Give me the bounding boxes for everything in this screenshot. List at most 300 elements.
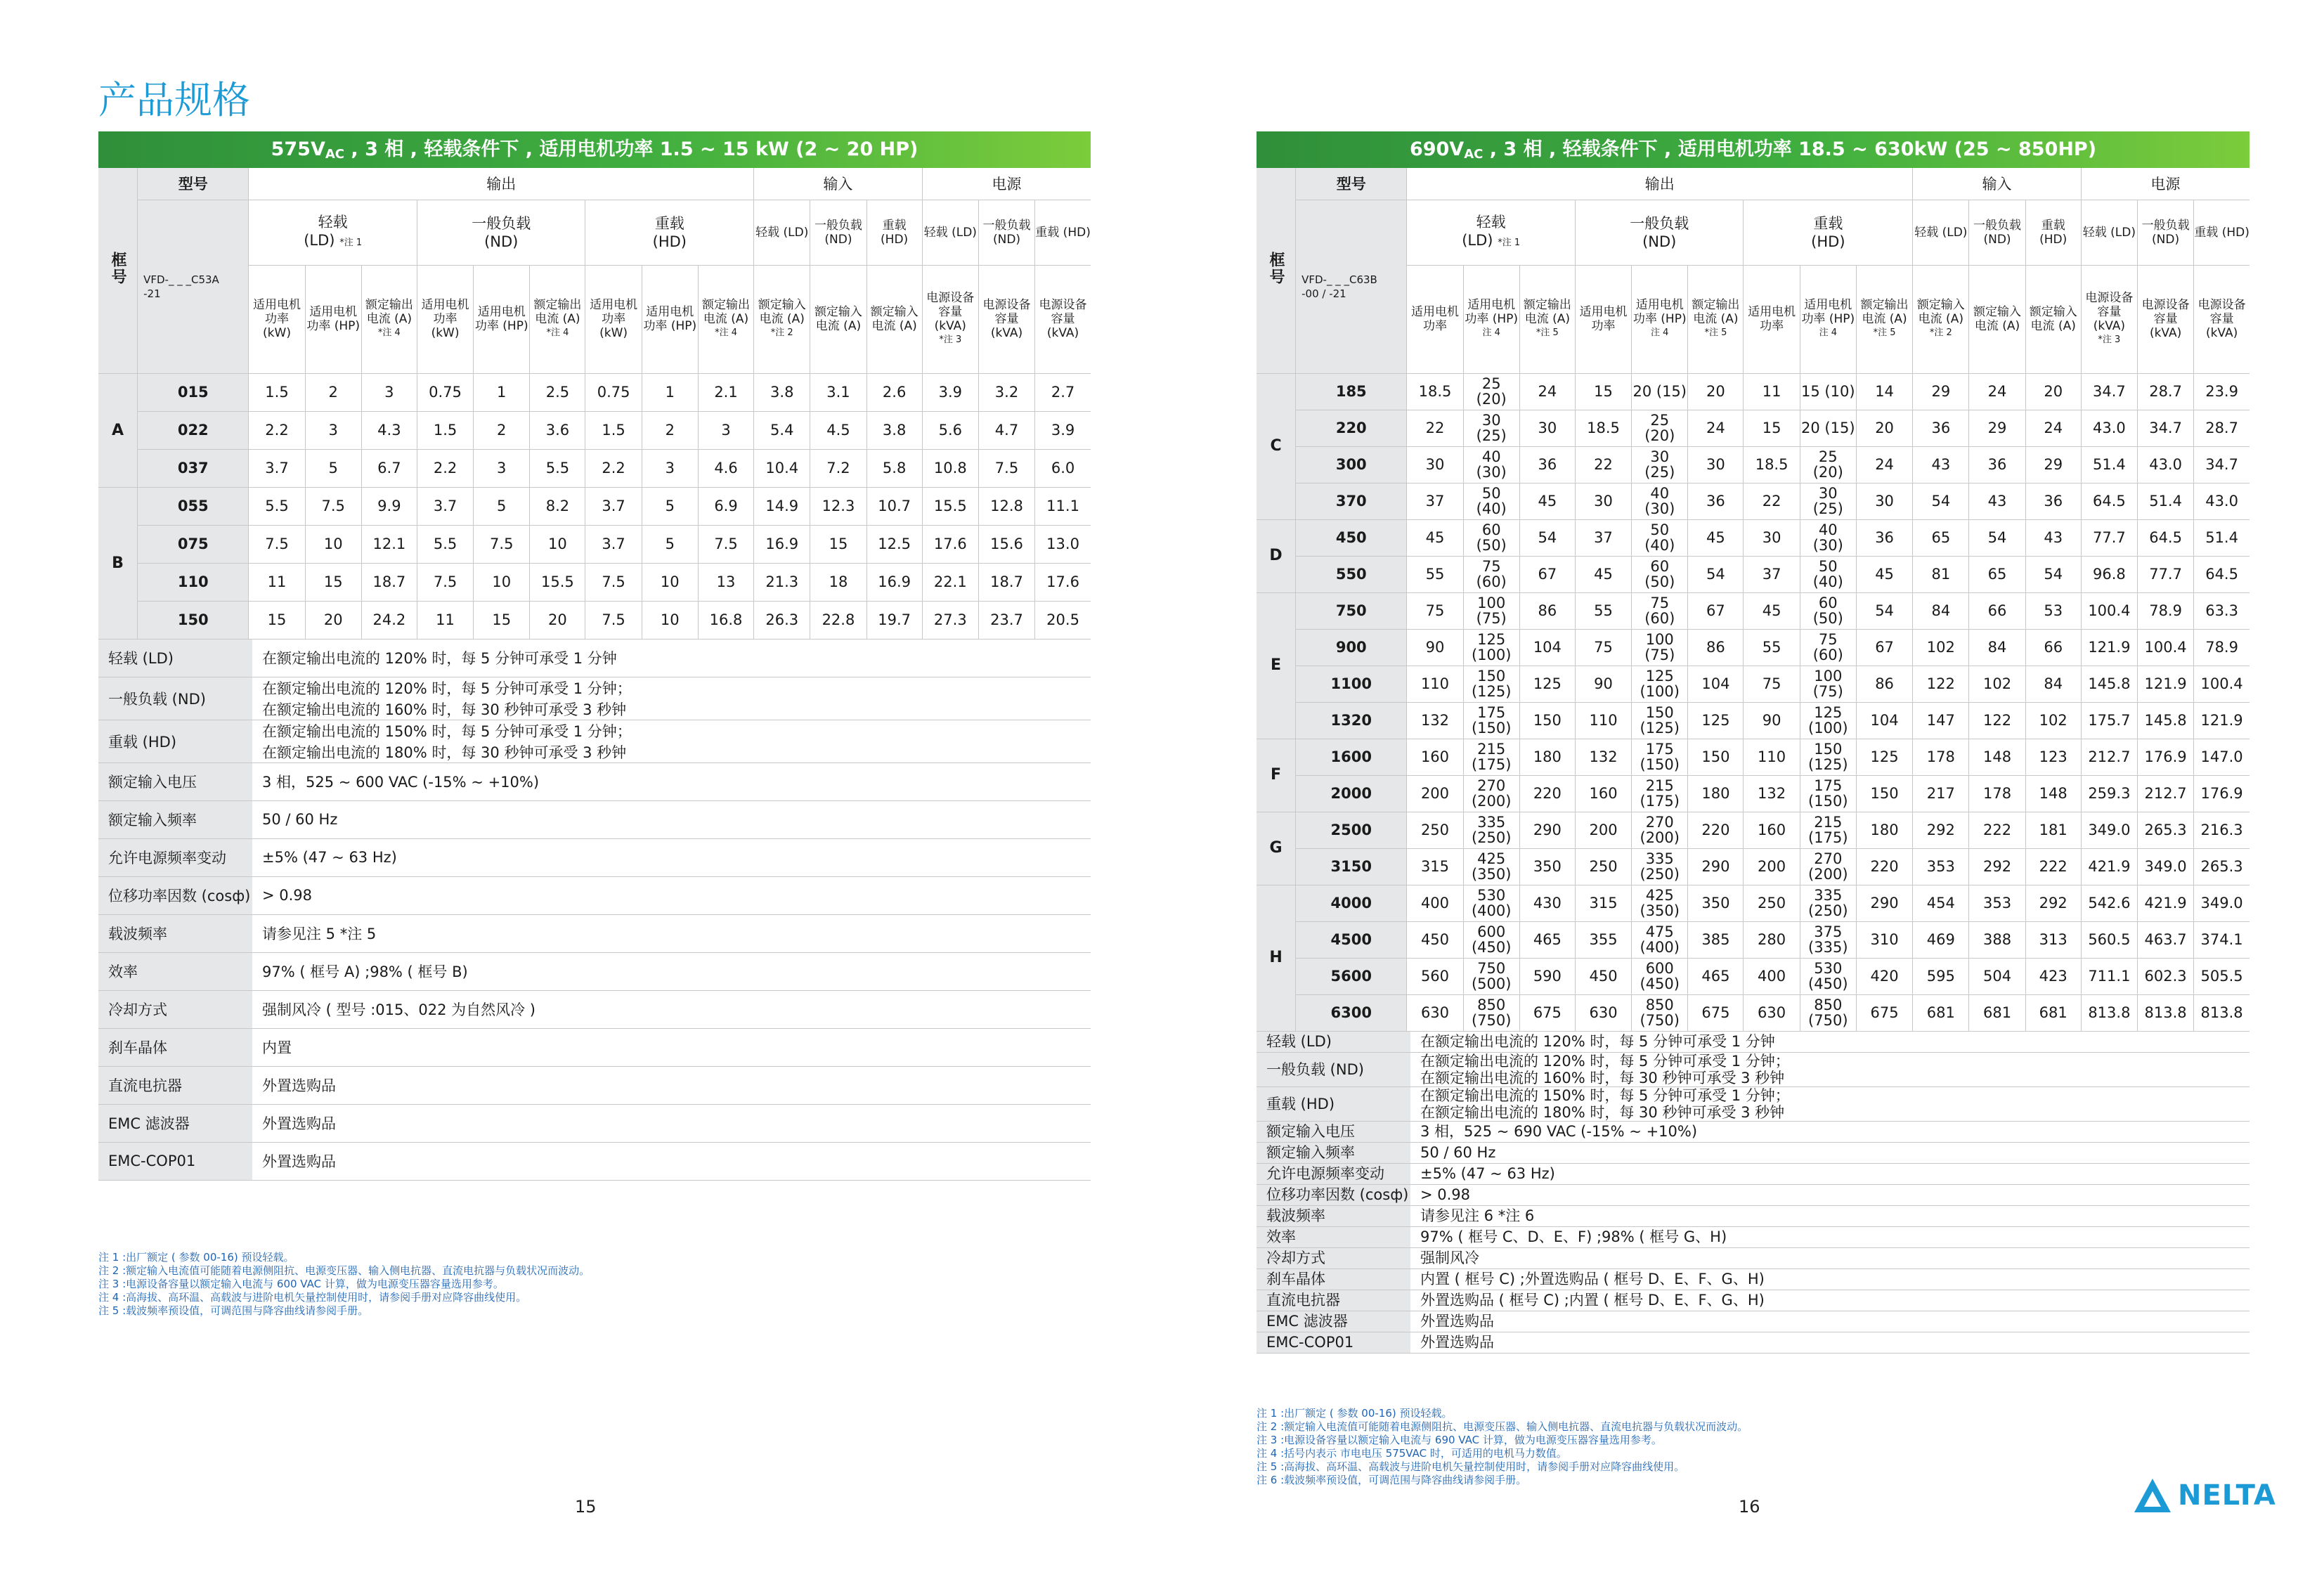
value-cell: 2.6 bbox=[866, 373, 922, 411]
value-cell: 813.8 bbox=[2194, 994, 2250, 1031]
hp-value: 530 bbox=[1814, 960, 1843, 977]
value-cell: 2.2 bbox=[249, 411, 305, 449]
table-row bbox=[1257, 666, 2250, 702]
hp-cell bbox=[1800, 483, 1856, 519]
value-cell: 421.9 bbox=[2137, 885, 2193, 921]
value-cell: 176.9 bbox=[2194, 775, 2250, 812]
table-row bbox=[98, 449, 1091, 487]
hp-value: 30 bbox=[1650, 448, 1670, 465]
note-ref: *注 5 bbox=[1873, 327, 1896, 338]
right-spec-table bbox=[1257, 168, 2250, 1032]
value-cell: 18 bbox=[810, 563, 866, 601]
value-cell: 145.8 bbox=[2137, 702, 2193, 739]
value-cell: 17.6 bbox=[1035, 563, 1091, 601]
power-nd-header: 一般负载 (ND) bbox=[2137, 200, 2193, 265]
value-cell: 75 bbox=[1407, 592, 1463, 629]
spec-value-line: 在额定输出电流的 180% 时，每 30 秒钟可承受 3 秒钟 bbox=[1420, 1103, 1785, 1121]
value-cell: 78.9 bbox=[2137, 592, 2193, 629]
spec-label: 位移功率因数 (cosф) bbox=[1257, 1184, 1410, 1205]
value-cell: 125 bbox=[1856, 739, 1912, 775]
value-cell: 2.2 bbox=[585, 449, 642, 487]
spec-label: 额定输入电压 bbox=[98, 762, 252, 800]
hp-cell bbox=[1800, 446, 1856, 483]
value-cell: 216.3 bbox=[2194, 812, 2250, 848]
spec-row bbox=[98, 640, 1091, 677]
value-cell: 121.9 bbox=[2081, 629, 2137, 666]
hp-cell bbox=[1632, 702, 1688, 739]
rated-output-header: 额定输出电流 (A) *注 4 bbox=[361, 265, 417, 373]
right-banner bbox=[1257, 131, 2250, 168]
hp-cell bbox=[1632, 446, 1688, 483]
value-cell: 675 bbox=[1688, 994, 1744, 1031]
value-cell: 43 bbox=[1969, 483, 2025, 519]
spec-value bbox=[252, 1028, 1091, 1066]
value-cell: 10.8 bbox=[922, 449, 978, 487]
spec-label: EMC-COP01 bbox=[98, 1142, 252, 1180]
value-cell: 8.2 bbox=[530, 487, 585, 525]
hp-value-575: (50) bbox=[1644, 573, 1675, 590]
value-cell: 1.5 bbox=[417, 411, 473, 449]
value-cell: 180 bbox=[1856, 812, 1912, 848]
value-cell: 90 bbox=[1407, 629, 1463, 666]
value-cell: 5.8 bbox=[866, 449, 922, 487]
table-row bbox=[1257, 373, 2250, 410]
value-cell: 222 bbox=[2025, 848, 2081, 885]
motor-hp-header: 适用电机功率 (HP) bbox=[642, 265, 698, 373]
hp-cell bbox=[1800, 666, 1856, 702]
value-cell: 2 bbox=[642, 411, 698, 449]
value-cell: 22 bbox=[1407, 410, 1463, 446]
value-cell: 36 bbox=[1969, 446, 2025, 483]
value-cell: 51.4 bbox=[2081, 446, 2137, 483]
motor-hp-header: 适用电机功率 (HP) bbox=[474, 265, 530, 373]
hp-value: 150 bbox=[1477, 668, 1506, 684]
value-cell: 30 bbox=[1407, 446, 1463, 483]
hp-cell bbox=[1800, 592, 1856, 629]
spec-row bbox=[1257, 1086, 2250, 1121]
spec-value-line: ±5% (47 ~ 63 Hz) bbox=[1420, 1165, 1555, 1182]
spec-row bbox=[1257, 1142, 2250, 1163]
hp-value-575: (150) bbox=[1471, 720, 1512, 736]
spec-label: 效率 bbox=[98, 952, 252, 990]
value-cell: 3.8 bbox=[754, 373, 810, 411]
input-nd-header: 一般负载 (ND) bbox=[810, 200, 866, 265]
hp-cell bbox=[1463, 775, 1519, 812]
value-cell: 78.9 bbox=[2194, 629, 2250, 666]
value-cell: 20 bbox=[1688, 373, 1744, 410]
value-cell: 7.5 bbox=[417, 563, 473, 601]
hp-cell bbox=[1632, 921, 1688, 958]
value-cell: 54 bbox=[1519, 519, 1575, 556]
hp-value-575: (60) bbox=[1476, 573, 1507, 590]
spec-label: 载波频率 bbox=[1257, 1205, 1410, 1226]
spec-label: 效率 bbox=[1257, 1226, 1410, 1247]
value-cell: 349.0 bbox=[2137, 848, 2193, 885]
motor-hp-header: 适用电机功率 (HP) 注 4 bbox=[1632, 265, 1688, 373]
spec-label: 刹车晶体 bbox=[1257, 1268, 1410, 1290]
value-cell: 2 bbox=[474, 411, 530, 449]
hp-cell bbox=[1800, 519, 1856, 556]
hp-cell bbox=[1800, 702, 1856, 739]
value-cell: 3 bbox=[698, 411, 753, 449]
hp-cell bbox=[1463, 410, 1519, 446]
value-cell: 290 bbox=[1688, 848, 1744, 885]
frame-label: E bbox=[1257, 592, 1296, 739]
rated-input-header: 额定输入电流 (A) bbox=[866, 265, 922, 373]
value-cell: 15.6 bbox=[978, 525, 1034, 563]
spec-value bbox=[252, 640, 1091, 677]
rated-input-header: 额定输入电流 (A) *注 2 bbox=[1913, 265, 1969, 373]
spec-value-line: 3 相，525 ~ 600 VAC (-15% ~ +10%) bbox=[262, 774, 540, 791]
rated-output-header: 额定输出电流 (A) *注 5 bbox=[1688, 265, 1744, 373]
spec-label: 额定输入频率 bbox=[1257, 1142, 1410, 1163]
hp-value: 100 bbox=[1477, 595, 1506, 611]
value-cell: 220 bbox=[1519, 775, 1575, 812]
frame-label: H bbox=[1257, 885, 1296, 1031]
value-cell: 220 bbox=[1688, 812, 1744, 848]
hp-value: 25 bbox=[1650, 412, 1670, 429]
value-cell: 2.5 bbox=[530, 373, 585, 411]
value-cell: 10 bbox=[642, 563, 698, 601]
table-row bbox=[1257, 446, 2250, 483]
table-row bbox=[98, 487, 1091, 525]
note-ref: 注 4 bbox=[1819, 327, 1837, 338]
spec-value-line: 3 相，525 ~ 690 VAC (-15% ~ +10%) bbox=[1420, 1123, 1698, 1140]
value-cell: 2.7 bbox=[1035, 373, 1091, 411]
model-number: 4000 bbox=[1296, 885, 1407, 921]
value-cell: 3.9 bbox=[922, 373, 978, 411]
hp-cell bbox=[1463, 519, 1519, 556]
hp-cell bbox=[1632, 666, 1688, 702]
value-cell: 22 bbox=[1575, 446, 1631, 483]
spec-row bbox=[1257, 1268, 2250, 1290]
value-cell: 313 bbox=[2025, 921, 2081, 958]
frame-label: G bbox=[1257, 812, 1296, 885]
power-header: 电源 bbox=[2081, 168, 2250, 200]
hp-value-575: (335) bbox=[1808, 939, 1848, 956]
value-cell: 10 bbox=[642, 601, 698, 639]
value-cell: 29 bbox=[2025, 446, 2081, 483]
model-number: 015 bbox=[138, 373, 249, 411]
note-line: 注 3 :电源设备容量以额定输入电流与 600 VAC 计算，做为电源变压器容量选用参考。 bbox=[98, 1278, 504, 1290]
banner-text: , 3 相 , 轻载条件下 , 适用电机功率 18.5 ~ 630kW (25 ~ 850HP) bbox=[1483, 138, 2097, 160]
table-row bbox=[1257, 921, 2250, 958]
hp-cell bbox=[1463, 592, 1519, 629]
value-cell: 7.5 bbox=[249, 525, 305, 563]
spec-row bbox=[98, 800, 1091, 838]
value-cell: 200 bbox=[1575, 812, 1631, 848]
hp-cell bbox=[1800, 556, 1856, 592]
page-number-right: 16 bbox=[1739, 1497, 1760, 1517]
table-row bbox=[1257, 958, 2250, 994]
value-cell: 36 bbox=[1913, 410, 1969, 446]
value-cell: 102 bbox=[1913, 629, 1969, 666]
input-hd-header: 重载 (HD) bbox=[866, 200, 922, 265]
hp-value: 215 bbox=[1645, 777, 1674, 794]
value-cell: 21.3 bbox=[754, 563, 810, 601]
spec-value bbox=[252, 720, 1091, 762]
hp-value: 40 bbox=[1650, 485, 1670, 502]
value-cell: 504 bbox=[1969, 958, 2025, 994]
table-row bbox=[1257, 848, 2250, 885]
value-cell: 465 bbox=[1688, 958, 1744, 994]
rated-input-header: 额定输入电流 (A) bbox=[810, 265, 866, 373]
value-cell: 145.8 bbox=[2081, 666, 2137, 702]
value-cell: 100.4 bbox=[2137, 629, 2193, 666]
value-cell: 7.5 bbox=[585, 601, 642, 639]
value-cell: 96.8 bbox=[2081, 556, 2137, 592]
spec-row bbox=[1257, 1032, 2250, 1053]
value-cell: 54 bbox=[1856, 592, 1912, 629]
spec-label: 轻载 (LD) bbox=[1257, 1032, 1410, 1053]
value-cell: 22 bbox=[1744, 483, 1800, 519]
table-row bbox=[98, 563, 1091, 601]
motor-kw-header: 适用电机功率 bbox=[1407, 265, 1463, 373]
value-cell: 77.7 bbox=[2081, 519, 2137, 556]
value-cell: 45 bbox=[1519, 483, 1575, 519]
value-cell: 813.8 bbox=[2081, 994, 2137, 1031]
hp-value: 30 bbox=[1481, 412, 1501, 429]
hp-cell bbox=[1632, 812, 1688, 848]
value-cell: 51.4 bbox=[2194, 519, 2250, 556]
value-cell: 24.2 bbox=[361, 601, 417, 639]
value-cell: 160 bbox=[1407, 739, 1463, 775]
value-cell: 12.5 bbox=[866, 525, 922, 563]
power-hd-header: 重载 (HD) bbox=[2194, 200, 2250, 265]
hp-value: 50 bbox=[1481, 485, 1501, 502]
value-cell: 67 bbox=[1856, 629, 1912, 666]
value-cell: 54 bbox=[1913, 483, 1969, 519]
model-number: 075 bbox=[138, 525, 249, 563]
spec-label: 允许电源频率变动 bbox=[1257, 1163, 1410, 1184]
value-cell: 265.3 bbox=[2137, 812, 2193, 848]
value-cell: 3.8 bbox=[866, 411, 922, 449]
spec-value bbox=[1410, 1290, 2250, 1311]
spec-value bbox=[1410, 1205, 2250, 1226]
banner-voltage: 575V bbox=[271, 138, 325, 160]
hp-value: 335 bbox=[1645, 850, 1674, 867]
value-cell: 30 bbox=[1856, 483, 1912, 519]
spec-value bbox=[252, 990, 1091, 1028]
spec-value bbox=[1410, 1311, 2250, 1332]
hp-value-575: (175) bbox=[1808, 829, 1848, 846]
value-cell: 55 bbox=[1744, 629, 1800, 666]
model-number: 055 bbox=[138, 487, 249, 525]
value-cell: 11 bbox=[1744, 373, 1800, 410]
value-cell: 125 bbox=[1519, 666, 1575, 702]
value-cell: 148 bbox=[1969, 739, 2025, 775]
value-cell: 75 bbox=[1744, 666, 1800, 702]
hp-value: 270 bbox=[1814, 850, 1843, 867]
note-line: 注 1 :出厂额定 ( 参数 00-16) 预设轻载。 bbox=[98, 1251, 294, 1264]
spec-row bbox=[1257, 1332, 2250, 1353]
value-cell: 45 bbox=[1744, 592, 1800, 629]
hp-value: 75 bbox=[1818, 631, 1838, 648]
spec-value-line: 内置 ( 框号 C) ;外置选购品 ( 框号 D、E、F、G、H) bbox=[1420, 1271, 1765, 1287]
value-cell: 11.1 bbox=[1035, 487, 1091, 525]
model-number: 150 bbox=[138, 601, 249, 639]
value-cell: 212.7 bbox=[2137, 775, 2193, 812]
value-cell: 45 bbox=[1688, 519, 1744, 556]
value-cell: 3.1 bbox=[810, 373, 866, 411]
value-cell: 454 bbox=[1913, 885, 1969, 921]
model-header: 型号 bbox=[138, 168, 249, 200]
note-ref: *注 4 bbox=[715, 327, 737, 338]
value-cell: 54 bbox=[1688, 556, 1744, 592]
spec-value-line: 在额定输出电流的 150% 时，每 5 分钟可承受 1 分钟； bbox=[1420, 1086, 1790, 1104]
value-cell: 1 bbox=[642, 373, 698, 411]
spec-label: 刹车晶体 bbox=[98, 1028, 252, 1066]
value-cell: 400 bbox=[1744, 958, 1800, 994]
hp-value: 335 bbox=[1814, 887, 1843, 904]
value-cell: 12.8 bbox=[978, 487, 1034, 525]
hp-cell bbox=[1463, 702, 1519, 739]
spec-value bbox=[252, 1066, 1091, 1104]
value-cell: 15 bbox=[1575, 373, 1631, 410]
output-header: 输出 bbox=[249, 168, 754, 200]
hp-value: 150 bbox=[1645, 704, 1674, 721]
spec-value-line: 在额定输出电流的 120% 时，每 5 分钟可承受 1 分钟 bbox=[262, 650, 617, 667]
value-cell: 11 bbox=[249, 563, 305, 601]
hp-cell bbox=[1463, 483, 1519, 519]
value-cell: 602.3 bbox=[2137, 958, 2193, 994]
value-cell: 290 bbox=[1856, 885, 1912, 921]
value-cell: 180 bbox=[1688, 775, 1744, 812]
hp-value-575: (250) bbox=[1808, 902, 1848, 919]
model-code: VFD-_ _ _C63B -00 / -21 bbox=[1296, 200, 1407, 373]
spec-value-line: 强制风冷 ( 型号 :015、022 为自然风冷 ) bbox=[262, 1001, 536, 1018]
spec-value-line: 外置选购品 ( 框号 C) ;内置 ( 框号 D、E、F、G、H) bbox=[1420, 1292, 1765, 1309]
hp-cell bbox=[1632, 556, 1688, 592]
hp-value: 175 bbox=[1814, 777, 1843, 794]
spec-value bbox=[252, 1142, 1091, 1180]
rated-input-header: 额定输入电流 (A) *注 2 bbox=[754, 265, 810, 373]
left-notes bbox=[98, 1251, 590, 1318]
hp-cell bbox=[1463, 739, 1519, 775]
note-ref: 注 4 bbox=[1651, 327, 1669, 338]
value-cell: 30 bbox=[1575, 483, 1631, 519]
note-line: 注 2 :额定输入电流值可能随着电源侧阻抗、电源变压器、输入侧电抗器、直流电抗器与负载状况而波动。 bbox=[1257, 1420, 1748, 1433]
spec-value-line: 内置 bbox=[262, 1039, 292, 1056]
hp-cell bbox=[1463, 885, 1519, 921]
value-cell: 6.0 bbox=[1035, 449, 1091, 487]
value-cell: 421.9 bbox=[2081, 848, 2137, 885]
capacity-header: 电源设备容量 (kVA) *注 3 bbox=[922, 265, 978, 373]
value-cell: 24 bbox=[1519, 373, 1575, 410]
value-cell: 200 bbox=[1407, 775, 1463, 812]
hp-value: 15 (10) bbox=[1801, 383, 1855, 400]
value-cell: 1 bbox=[474, 373, 530, 411]
value-cell: 22.8 bbox=[810, 601, 866, 639]
value-cell: 102 bbox=[1969, 666, 2025, 702]
note-line: 注 4 :括号内表示 市电电压 575VAC 时，可适用的电机马力数值。 bbox=[1257, 1447, 1567, 1460]
delta-triangle-icon bbox=[2133, 1477, 2172, 1514]
hp-value-575: (60) bbox=[1644, 610, 1675, 627]
value-cell: 104 bbox=[1856, 702, 1912, 739]
model-number: 3150 bbox=[1296, 848, 1407, 885]
spec-value-line: 外置选购品 bbox=[262, 1115, 336, 1132]
value-cell: 310 bbox=[1856, 921, 1912, 958]
value-cell: 465 bbox=[1519, 921, 1575, 958]
hp-value: 335 bbox=[1477, 814, 1506, 831]
spec-row bbox=[98, 838, 1091, 876]
spec-value-line: 97% ( 框号 A) ;98% ( 框号 B) bbox=[262, 963, 468, 980]
rated-output-header: 额定输出电流 (A) *注 4 bbox=[698, 265, 753, 373]
hd-header: 重载 (HD) bbox=[585, 200, 754, 265]
value-cell: 24 bbox=[2025, 410, 2081, 446]
hp-value: 425 bbox=[1477, 850, 1506, 867]
spec-label: 冷却方式 bbox=[98, 990, 252, 1028]
value-cell: 463.7 bbox=[2137, 921, 2193, 958]
hp-value-575: (30) bbox=[1812, 537, 1843, 554]
hp-value: 25 bbox=[1818, 448, 1838, 465]
value-cell: 43 bbox=[1913, 446, 1969, 483]
value-cell: 5 bbox=[642, 525, 698, 563]
table-row bbox=[1257, 775, 2250, 812]
hp-value: 600 bbox=[1645, 960, 1674, 977]
value-cell: 20.5 bbox=[1035, 601, 1091, 639]
left-spec-panel bbox=[98, 131, 1091, 1181]
motor-hp-header: 适用电机功率 (HP) bbox=[305, 265, 361, 373]
value-cell: 28.7 bbox=[2137, 373, 2193, 410]
hp-cell bbox=[1463, 958, 1519, 994]
value-cell: 45 bbox=[1575, 556, 1631, 592]
hp-value-575: (750) bbox=[1640, 1012, 1680, 1029]
value-cell: 37 bbox=[1744, 556, 1800, 592]
value-cell: 15 bbox=[305, 563, 361, 601]
frame-header: 框号 bbox=[1257, 168, 1296, 373]
capacity-header: 电源设备容量 (kVA) bbox=[978, 265, 1034, 373]
hp-cell bbox=[1800, 848, 1856, 885]
spec-label: 一般负载 (ND) bbox=[98, 677, 252, 720]
value-cell: 15.5 bbox=[922, 487, 978, 525]
value-cell: 3.2 bbox=[978, 373, 1034, 411]
value-cell: 67 bbox=[1519, 556, 1575, 592]
hp-value: 175 bbox=[1645, 741, 1674, 758]
table-row bbox=[1257, 592, 2250, 629]
hp-cell bbox=[1632, 848, 1688, 885]
ld-header: 轻载 (LD) *注 1 bbox=[249, 200, 417, 265]
spec-label: 重载 (HD) bbox=[98, 720, 252, 762]
value-cell: 400 bbox=[1407, 885, 1463, 921]
hp-value-575: (400) bbox=[1471, 902, 1512, 919]
hp-value-575: (200) bbox=[1640, 829, 1680, 846]
hp-cell bbox=[1463, 373, 1519, 410]
value-cell: 2 bbox=[305, 373, 361, 411]
value-cell: 43.0 bbox=[2137, 446, 2193, 483]
value-cell: 15 bbox=[474, 601, 530, 639]
value-cell: 0.75 bbox=[585, 373, 642, 411]
value-cell: 5 bbox=[474, 487, 530, 525]
table-row bbox=[1257, 556, 2250, 592]
value-cell: 10.4 bbox=[754, 449, 810, 487]
value-cell: 26.3 bbox=[754, 601, 810, 639]
right-spec-panel bbox=[1257, 131, 2250, 1354]
value-cell: 77.7 bbox=[2137, 556, 2193, 592]
spec-label: 直流电抗器 bbox=[98, 1066, 252, 1104]
value-cell: 7.2 bbox=[810, 449, 866, 487]
value-cell: 217 bbox=[1913, 775, 1969, 812]
value-cell: 122 bbox=[1969, 702, 2025, 739]
model-number: 185 bbox=[1296, 373, 1407, 410]
hp-value: 150 bbox=[1814, 741, 1843, 758]
value-cell: 29 bbox=[1969, 410, 2025, 446]
value-cell: 24 bbox=[1688, 410, 1744, 446]
note-ref: *注 5 bbox=[1704, 327, 1727, 338]
left-info-table bbox=[98, 640, 1091, 1181]
value-cell: 5.6 bbox=[922, 411, 978, 449]
value-cell: 100.4 bbox=[2081, 592, 2137, 629]
